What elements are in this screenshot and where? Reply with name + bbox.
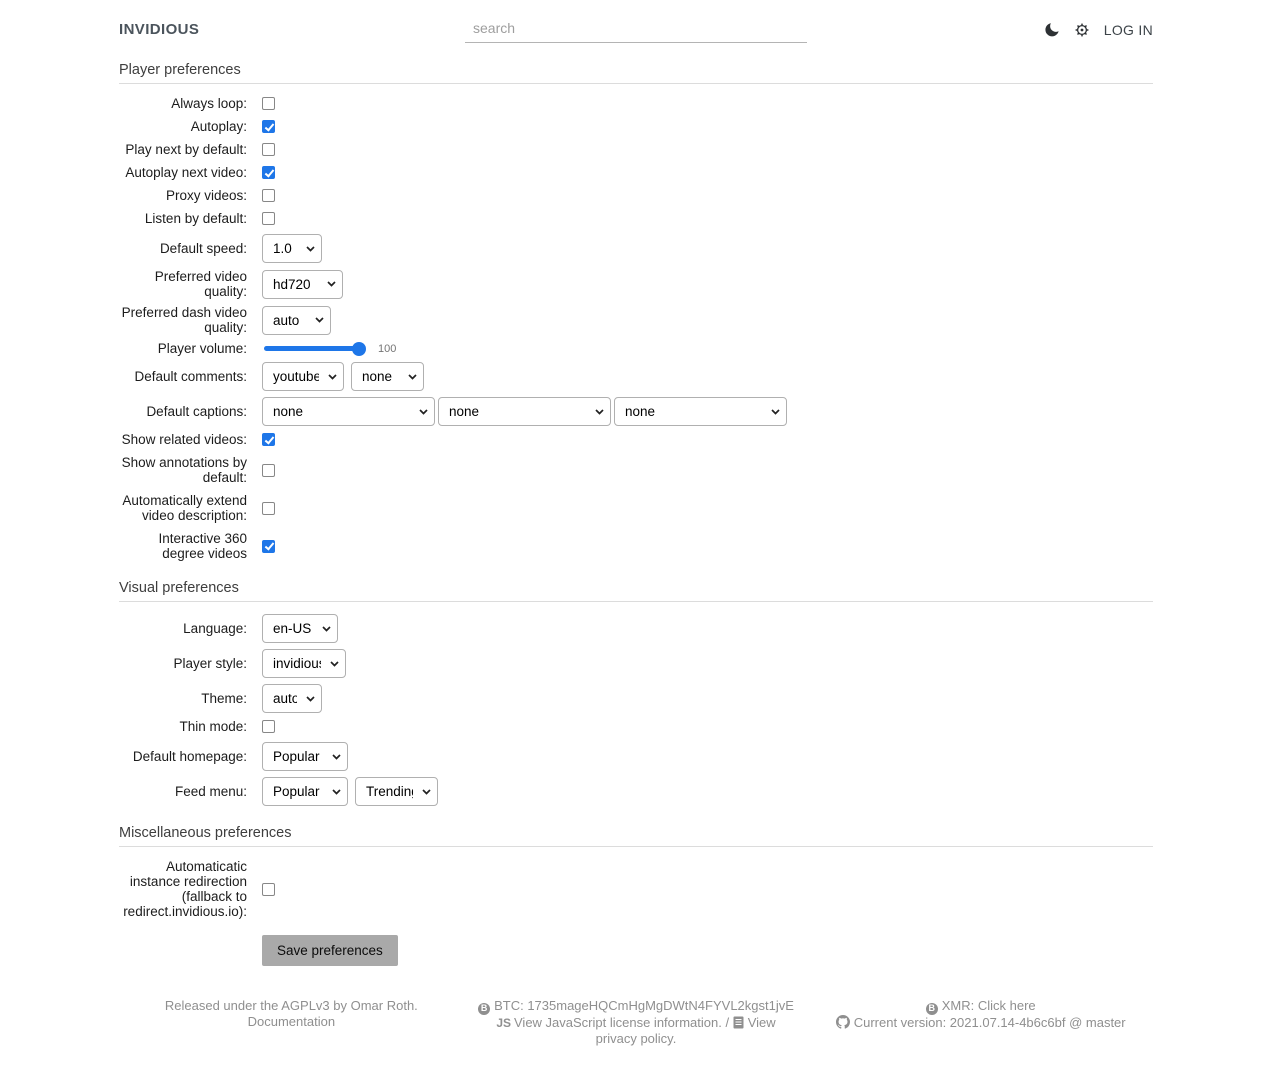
default-speed-label: Default speed: xyxy=(159,241,247,256)
js-icon: JS xyxy=(496,1015,511,1030)
thin-mode-label: Thin mode: xyxy=(179,719,247,734)
related-label: Show related videos: xyxy=(121,432,247,447)
pref-row-auto-redirect xyxy=(119,859,1153,919)
top-navbar xyxy=(119,0,1153,43)
js-license-link[interactable]: View JavaScript license information. xyxy=(514,1014,722,1030)
annotations-checkbox[interactable] xyxy=(262,464,275,477)
theme-select[interactable] xyxy=(262,684,322,713)
search-input[interactable] xyxy=(465,16,807,43)
save-row xyxy=(119,935,1153,966)
captions-select-3[interactable] xyxy=(614,397,787,426)
pref-row-autoplay xyxy=(119,119,1153,134)
default-speed-select[interactable] xyxy=(262,234,322,263)
proxy-videos-checkbox[interactable] xyxy=(262,189,275,202)
slider-thumb[interactable] xyxy=(352,342,366,356)
pref-row-vr360 xyxy=(119,531,1153,561)
pref-row-player-style xyxy=(119,649,1153,678)
section-title-player: Player preferences xyxy=(119,62,1153,84)
thin-mode-checkbox[interactable] xyxy=(262,720,275,733)
pref-row-volume xyxy=(119,341,1153,356)
search-form xyxy=(465,16,807,43)
pref-row-play-next xyxy=(119,142,1153,157)
pref-row-default-speed xyxy=(119,234,1153,263)
theme-label: Theme: xyxy=(201,691,247,706)
volume-label: Player volume: xyxy=(157,341,247,356)
brand-logo[interactable]: INVIDIOUS xyxy=(119,21,200,38)
document-icon xyxy=(733,1016,744,1029)
homepage-label: Default homepage: xyxy=(132,749,247,764)
login-link[interactable]: LOG IN xyxy=(1103,21,1153,38)
video-quality-label: Preferred video quality: xyxy=(154,269,247,299)
btc-address: BTC: 1735mageHQCmHgMgDWtN4FYVL2kgst1jvE xyxy=(494,998,794,1013)
save-preferences-button[interactable]: Save preferences xyxy=(262,935,398,966)
pref-row-dash-quality xyxy=(119,305,1153,335)
proxy-videos-label: Proxy videos: xyxy=(165,188,247,203)
volume-value: 100 xyxy=(378,342,397,355)
player-style-label: Player style: xyxy=(173,656,247,671)
comments-label: Default comments: xyxy=(134,369,247,384)
privacy-policy-link[interactable]: View privacy policy. xyxy=(595,1014,776,1047)
listen-default-checkbox[interactable] xyxy=(262,212,275,225)
comments-select-2[interactable] xyxy=(351,362,424,391)
captions-label: Default captions: xyxy=(146,404,247,419)
pref-row-video-quality xyxy=(119,269,1153,299)
section-visual-preferences xyxy=(119,580,1153,806)
extend-desc-checkbox[interactable] xyxy=(262,502,275,515)
pref-row-comments xyxy=(119,362,1153,391)
autoplay-checkbox[interactable] xyxy=(262,120,275,133)
annotations-label: Show annotations by default: xyxy=(121,455,247,485)
autoplay-next-label: Autoplay next video: xyxy=(125,165,247,180)
slider-track xyxy=(264,346,365,351)
footer xyxy=(119,998,1153,1067)
section-title-visual: Visual preferences xyxy=(119,580,1153,602)
documentation-link[interactable]: Documentation xyxy=(247,1013,336,1029)
feed-menu-select-1[interactable] xyxy=(262,777,348,806)
video-quality-select[interactable] xyxy=(262,270,343,299)
feed-menu-select-2[interactable] xyxy=(355,777,438,806)
always-loop-label: Always loop: xyxy=(171,96,247,111)
feed-menu-label: Feed menu: xyxy=(174,784,247,799)
related-checkbox[interactable] xyxy=(262,433,275,446)
extend-desc-label: Automatically extend video description: xyxy=(122,493,247,523)
navbar-right xyxy=(807,22,1153,38)
always-loop-checkbox[interactable] xyxy=(262,97,275,110)
license-text: Released under the AGPLv3 by Omar Roth. xyxy=(164,998,418,1013)
pref-row-autoplay-next xyxy=(119,165,1153,180)
pref-row-annotations xyxy=(119,455,1153,485)
dash-quality-select[interactable] xyxy=(262,306,331,335)
dash-quality-label: Preferred dash video quality: xyxy=(121,305,247,335)
play-next-label: Play next by default: xyxy=(125,142,247,157)
pref-row-homepage xyxy=(119,742,1153,771)
footer-separator: / xyxy=(725,1014,730,1030)
pref-row-related xyxy=(119,432,1153,447)
xmr-coin-icon: B xyxy=(926,1003,938,1015)
autoplay-label: Autoplay: xyxy=(190,119,247,134)
section-misc-preferences xyxy=(119,825,1153,966)
listen-default-label: Listen by default: xyxy=(144,211,247,226)
footer-license-column xyxy=(119,998,464,1047)
section-player-preferences xyxy=(119,62,1153,561)
pref-row-captions xyxy=(119,397,1153,426)
gear-icon[interactable] xyxy=(1075,23,1089,37)
pref-row-listen-default xyxy=(119,211,1153,226)
player-style-select[interactable] xyxy=(262,649,346,678)
volume-slider[interactable] xyxy=(264,342,365,356)
pref-row-theme xyxy=(119,684,1153,713)
footer-version-column xyxy=(808,998,1153,1047)
captions-select-1[interactable] xyxy=(262,397,435,426)
captions-select-2[interactable] xyxy=(438,397,611,426)
moon-icon[interactable] xyxy=(1045,22,1060,37)
pref-row-thin-mode xyxy=(119,719,1153,734)
vr360-checkbox[interactable] xyxy=(262,540,275,553)
version-text: Current version: 2021.07.14-4b6c6bf @ master xyxy=(853,1014,1126,1030)
autoplay-next-checkbox[interactable] xyxy=(262,166,275,179)
pref-row-always-loop xyxy=(119,96,1153,111)
language-select[interactable] xyxy=(262,614,338,643)
pref-row-proxy-videos xyxy=(119,188,1153,203)
comments-select-1[interactable] xyxy=(262,362,344,391)
language-label: Language: xyxy=(183,621,247,636)
pref-row-language xyxy=(119,614,1153,643)
bitcoin-coin-icon: B xyxy=(478,1003,490,1015)
pref-row-extend-desc xyxy=(119,493,1153,523)
footer-donate-column xyxy=(464,998,809,1047)
auto-redirect-checkbox[interactable] xyxy=(262,883,275,896)
auto-redirect-label: Automaticatic instance redirection (fallback to redirect.invidious.io): xyxy=(123,859,247,919)
xmr-link[interactable]: XMR: Click here xyxy=(941,998,1036,1013)
play-next-checkbox[interactable] xyxy=(262,143,275,156)
github-icon xyxy=(836,1015,850,1029)
pref-row-feed-menu xyxy=(119,777,1153,806)
homepage-select[interactable] xyxy=(262,742,348,771)
section-title-misc: Miscellaneous preferences xyxy=(119,825,1153,847)
vr360-label: Interactive 360 degree videos xyxy=(158,531,247,561)
